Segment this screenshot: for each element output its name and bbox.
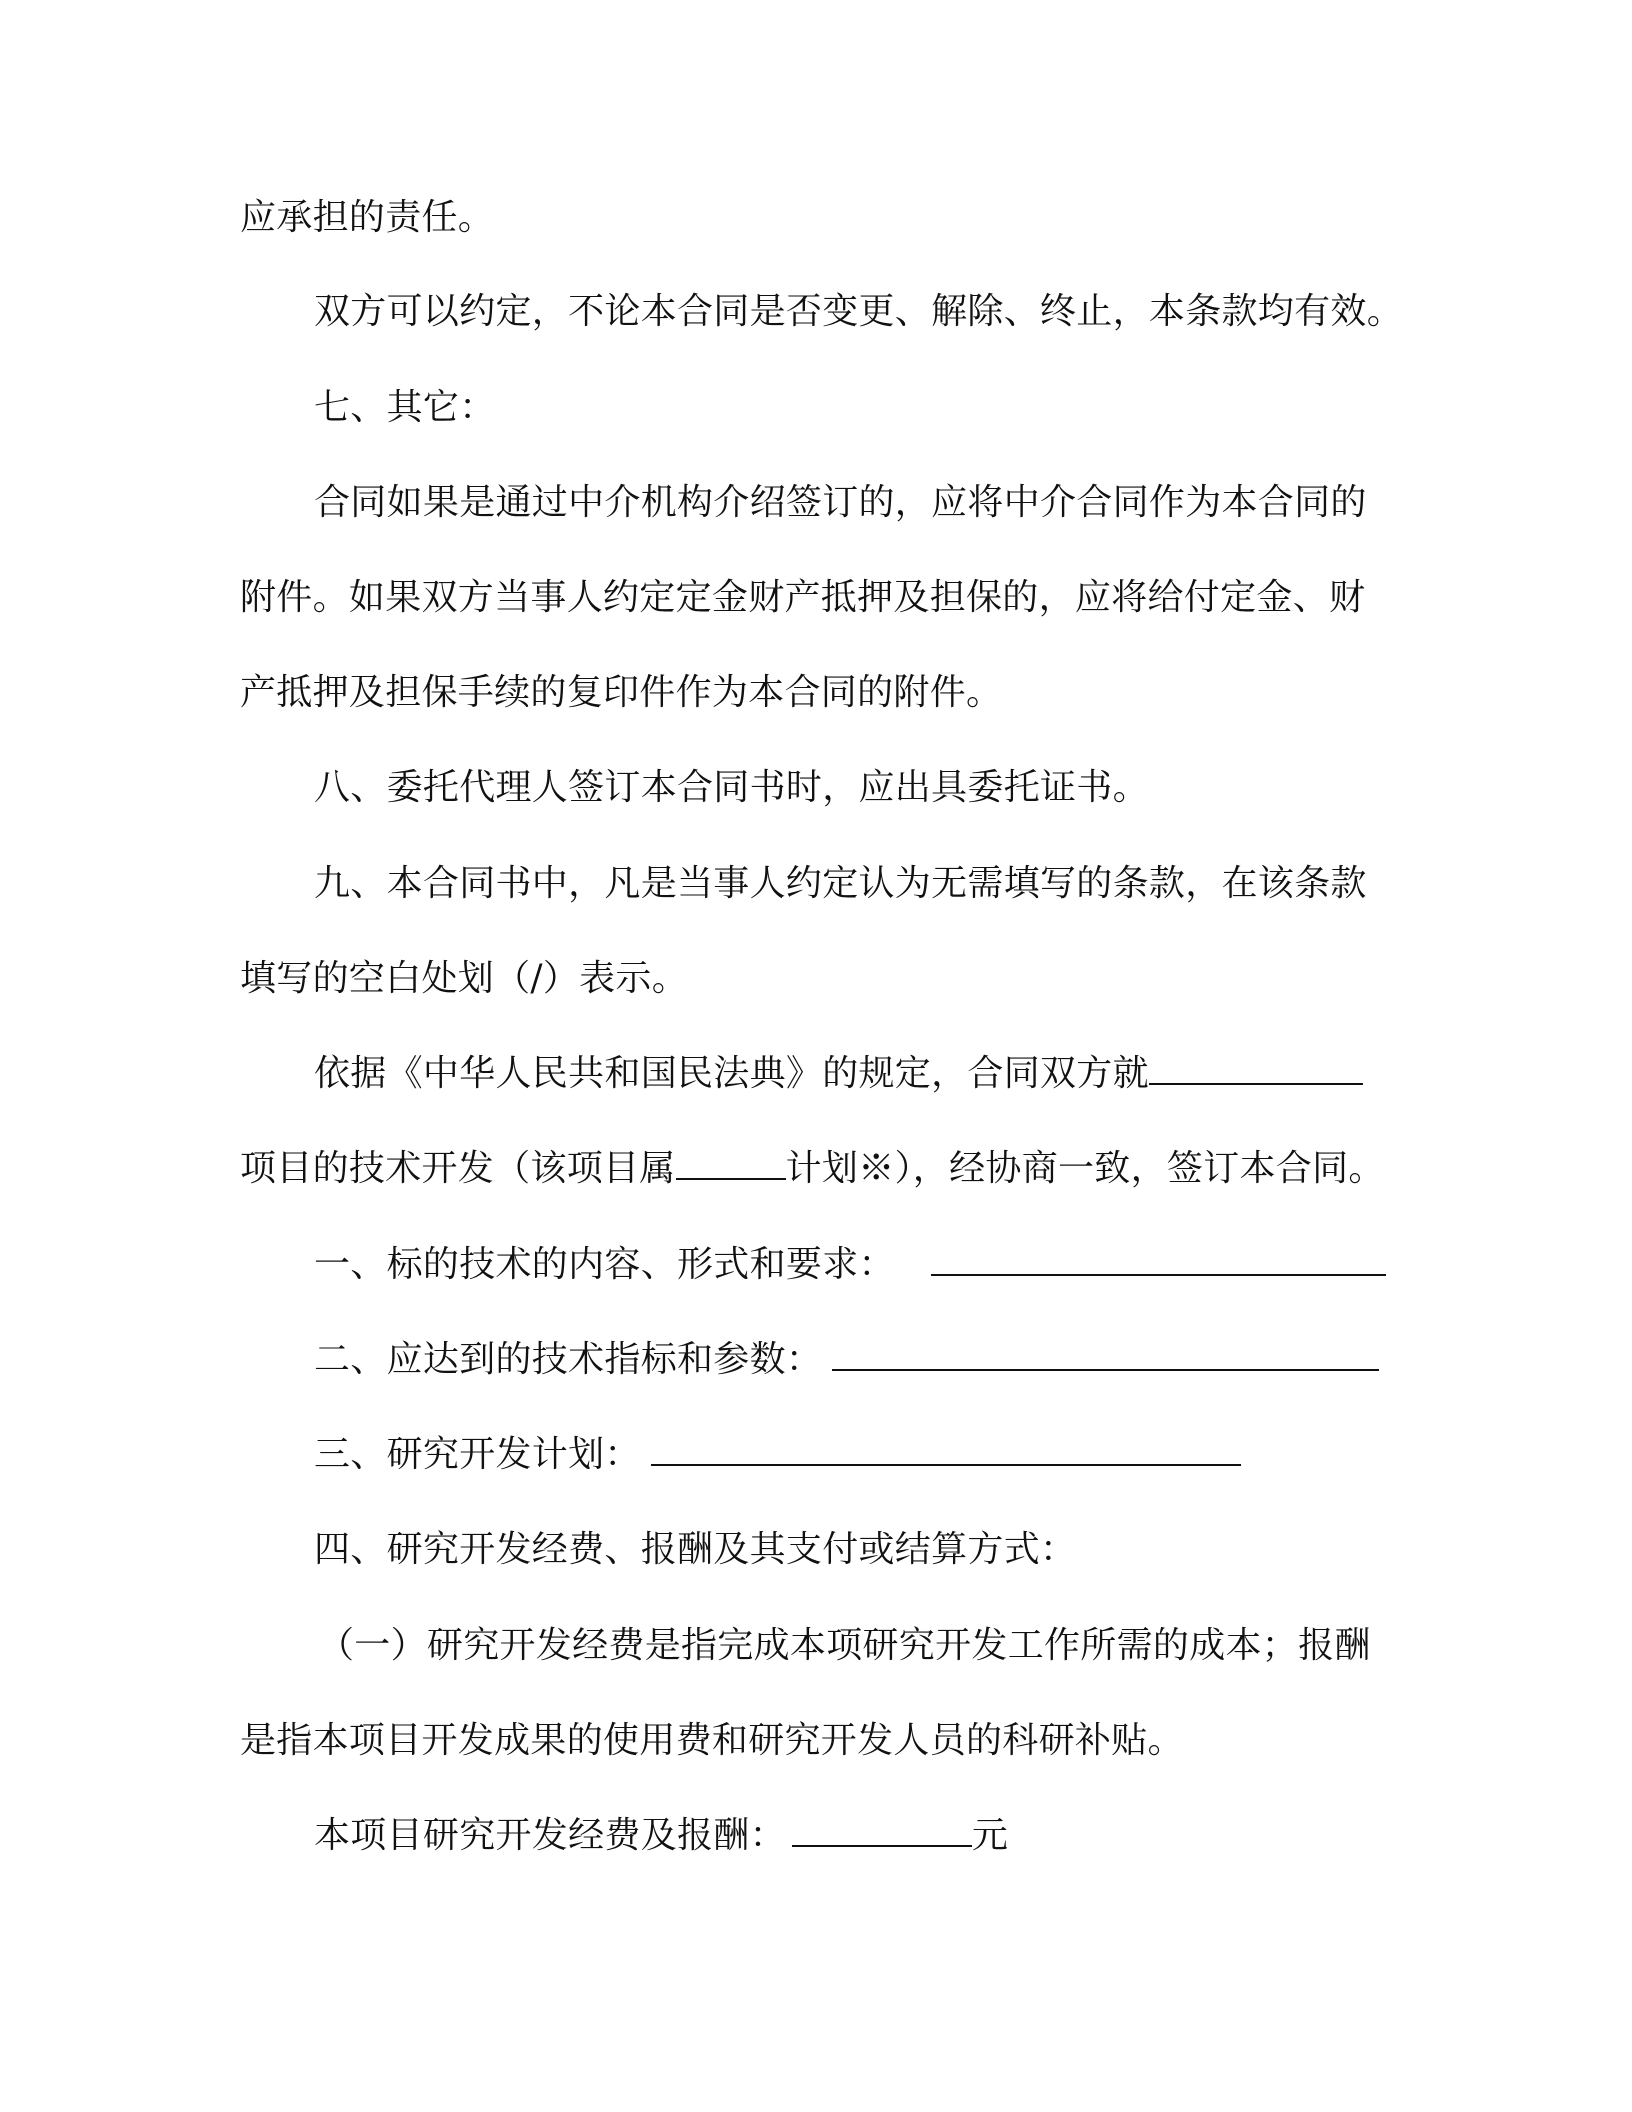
fill-blank-rd-plan[interactable] xyxy=(651,1434,1241,1466)
fill-blank-tech-content[interactable] xyxy=(931,1244,1386,1276)
section-heading-eight: 八、委托代理人签订本合同书时，应出具委托证书。 xyxy=(314,767,1149,808)
paragraph-line: 产抵押及担保手续的复印件作为本合同的附件。 xyxy=(240,672,1003,713)
paragraph-line: （一）研究开发经费是指完成本项研究开发工作所需的成本；报酬 xyxy=(318,1625,1371,1666)
fill-blank-amount[interactable] xyxy=(792,1815,972,1847)
paragraph-line: 附件。如果双方当事人约定定金财产抵押及担保的，应将给付定金、财 xyxy=(240,577,1366,618)
fill-blank-plan[interactable] xyxy=(676,1148,786,1180)
paragraph-line: 填写的空白处划（/）表示。 xyxy=(240,958,689,999)
section-heading-two: 二、应达到的技术指标和参数： xyxy=(314,1338,1379,1382)
section-heading-three: 三、研究开发计划： xyxy=(314,1433,1241,1477)
section-heading-seven: 七、其它： xyxy=(314,387,496,428)
section-heading-one: 一、标的技术的内容、形式和要求： xyxy=(314,1243,1386,1287)
paragraph-line: 项目的技术开发（该项目属 计划※），经协商一致，签订本合同。 xyxy=(240,1148,1385,1189)
section-heading-nine: 九、本合同书中，凡是当事人约定认为无需填写的条款，在该条款 xyxy=(314,863,1367,904)
paragraph-line: 双方可以约定，不论本合同是否变更、解除、终止，本条款均有效。 xyxy=(314,291,1404,332)
paragraph-line: 依据《中华人民共和国民法典》的规定，合同双方就 xyxy=(314,1052,1363,1096)
paragraph-line: 本项目研究开发经费及报酬： 元 xyxy=(314,1815,1009,1856)
fill-blank-tech-indicators[interactable] xyxy=(832,1339,1379,1371)
paragraph-line: 应承担的责任。 xyxy=(240,197,495,238)
paragraph-line: 是指本项目开发成果的使用费和研究开发人员的科研补贴。 xyxy=(240,1720,1184,1761)
fill-blank-project[interactable] xyxy=(1149,1053,1363,1085)
section-heading-four: 四、研究开发经费、报酬及其支付或结算方式： xyxy=(314,1529,1077,1570)
paragraph-line: 合同如果是通过中介机构介绍签订的，应将中介合同作为本合同的 xyxy=(314,482,1367,523)
